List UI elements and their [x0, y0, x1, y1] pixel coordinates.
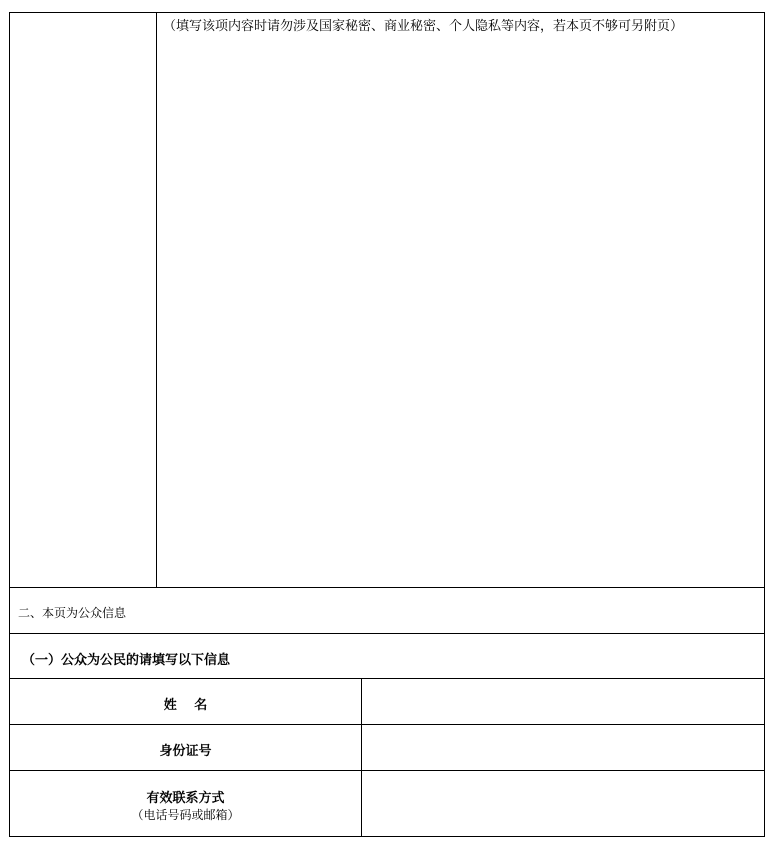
upper-label-cell — [10, 13, 156, 587]
id-number-field[interactable] — [362, 725, 764, 770]
contact-sublabel: （电话号码或邮箱） — [131, 808, 240, 822]
divider-line — [9, 587, 765, 588]
divider-line — [9, 633, 765, 634]
name-field[interactable] — [362, 679, 764, 724]
subsection-title: （一）公众为公民的请填写以下信息 — [22, 653, 231, 668]
name-label: 姓 名 — [163, 698, 208, 713]
contact-label: 有效联系方式 — [146, 791, 225, 806]
content-input-area[interactable] — [157, 13, 764, 587]
id-number-label: 身份证号 — [159, 744, 212, 759]
contact-field[interactable] — [362, 771, 764, 836]
content-note: （填写该项内容时请勿涉及国家秘密、商业秘密、个人隐私等内容，若本页不够可另附页） — [163, 19, 684, 34]
section-title: 二、本页为公众信息 — [18, 606, 127, 620]
